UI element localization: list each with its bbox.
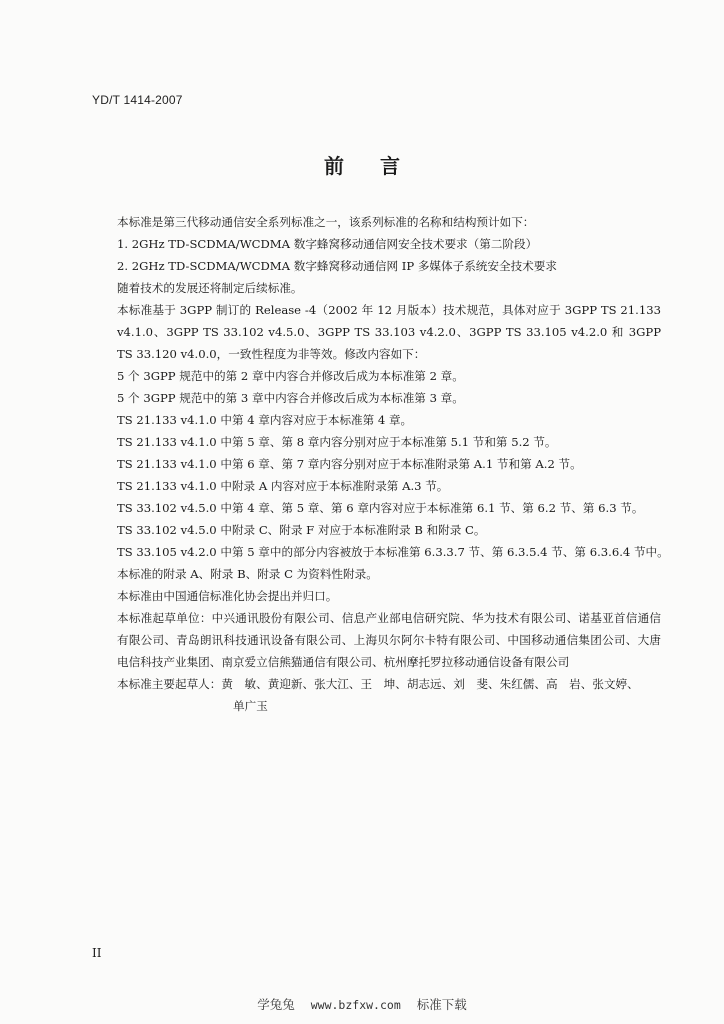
paragraph: 本标准的附录 A、附录 B、附录 C 为资料性附录。 <box>117 567 378 581</box>
paragraph: TS 33.102 v4.5.0 中附录 C、附录 F 对应于本标准附录 B 和附录 C。 <box>117 523 486 537</box>
page-number: II <box>92 946 102 960</box>
page-title: 前言 <box>324 154 436 178</box>
paragraph: TS 21.133 v4.1.0 中附录 A 内容对应于本标准附录第 A.3 节。 <box>117 479 449 493</box>
watermark-url: www.bzfxw.com <box>310 998 401 1012</box>
standard-code: YD/T 1414-2007 <box>92 93 183 107</box>
paragraph: TS 21.133 v4.1.0 中第 6 章、第 7 章内容分别对应于本标准附录第 A.1 节和第 A.2 节。 <box>117 457 582 471</box>
paragraph: 本标准是第三代移动通信安全系列标准之一，该系列标准的名称和结构预计如下： <box>117 215 535 229</box>
watermark-site: 学兔兔 <box>257 997 295 1012</box>
paragraph: 随着技术的发展还将制定后续标准。 <box>117 281 303 295</box>
foreword-body <box>93 211 669 717</box>
paragraph: TS 33.102 v4.5.0 中第 4 章、第 5 章、第 6 章内容对应于本标准第 6.1 节、第 6.2 节、第 6.3 节。 <box>117 501 644 515</box>
paragraph: 5 个 3GPP 规范中的第 3 章中内容合并修改后成为本标准第 3 章。 <box>117 391 464 405</box>
paragraph: TS 21.133 v4.1.0 中第 4 章内容对应于本标准第 4 章。 <box>117 413 413 427</box>
paragraph: 本标准主要起草人：黄 敏、黄迎新、张大江、王 坤、胡志远、刘 斐、朱红儒、高 岩、张文婷、 <box>117 677 639 691</box>
watermark-label: 标准下载 <box>416 997 467 1012</box>
paragraph: 本标准由中国通信标准化协会提出并归口。 <box>117 589 338 603</box>
paragraph: 1. 2GHz TD-SCDMA/WCDMA 数字蜂窝移动通信网安全技术要求（第二阶段） <box>117 237 538 251</box>
paragraph: 本标准起草单位：中兴通讯股份有限公司、信息产业部电信研究院、华为技术有限公司、诺基亚首信通信有限公司、青岛朗讯科技通讯设备有限公司、上海贝尔阿尔卡特有限公司、中国移动通信集团公司、大唐电信科技产业集团、南京爱立信熊猫通信有限公司、杭州摩托罗拉移动通信设备有限公司 <box>117 611 661 669</box>
download-watermark <box>0 995 724 1013</box>
paragraph: TS 21.133 v4.1.0 中第 5 章、第 8 章内容分别对应于本标准第 5.1 节和第 5.2 节。 <box>117 435 557 449</box>
paragraph: 2. 2GHz TD-SCDMA/WCDMA 数字蜂窝移动通信网 IP 多媒体子系统安全技术要求 <box>117 259 557 273</box>
paragraph: 5 个 3GPP 规范中的第 2 章中内容合并修改后成为本标准第 2 章。 <box>117 369 464 383</box>
paragraph: 单广玉 <box>233 699 268 713</box>
paragraph: 本标准基于 3GPP 制订的 Release -4（2002 年 12 月版本）技术规范，具体对应于 3GPP TS 21.133 v4.1.0、3GPP TS 33.102 v4.5.0、3GPP TS 33.103 v4.2.0、3GPP TS 33.105 v4.2.0 和 3GPP TS 33.120 v4.0.0，一致性程度为非等效。修改内容如下： <box>117 303 661 361</box>
paragraph: TS 33.105 v4.2.0 中第 5 章中的部分内容被放于本标准第 6.3.3.7 节、第 6.3.5.4 节、第 6.3.6.4 节中。 <box>117 545 669 559</box>
